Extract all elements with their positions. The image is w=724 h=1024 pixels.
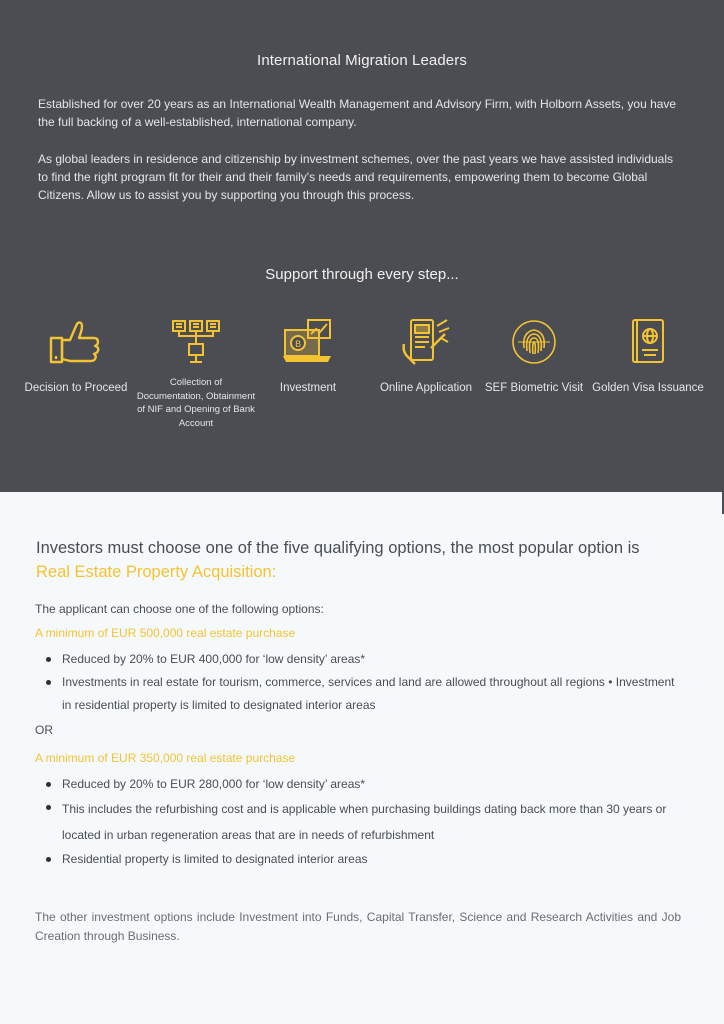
mobile-application-icon bbox=[366, 318, 486, 366]
step-documentation bbox=[136, 318, 256, 430]
document-flow-icon bbox=[136, 318, 256, 366]
option-title: A minimum of EUR 350,000 real estate purchase bbox=[35, 751, 296, 765]
list-item: This includes the refurbishing cost and is applicable when purchasing buildings dating back more than 30 years or located in urban regeneration areas that are in needs of refurbishment bbox=[35, 796, 680, 848]
step-label: Golden Visa Issuance bbox=[592, 382, 704, 394]
intro-text: Investors must choose one of the five qualifying options, the most popular option is bbox=[36, 539, 640, 557]
investment-chart-icon bbox=[248, 318, 368, 366]
or-separator: OR bbox=[35, 723, 53, 737]
step-label: Investment bbox=[279, 382, 337, 394]
intro-highlight: Real Estate Property Acquisition: bbox=[36, 563, 277, 581]
options-intro bbox=[36, 536, 686, 584]
intro-paragraph: Established for over 20 years as an International Wealth Management and Advisory Firm, with Holborn Assets, you have the full backing of a well-established, international company. bbox=[38, 97, 677, 129]
step-label: SEF Biometric Visit bbox=[484, 382, 584, 394]
thumbs-up-icon bbox=[16, 318, 136, 366]
section-title: International Migration Leaders bbox=[257, 52, 467, 69]
step-decision bbox=[16, 318, 136, 397]
svg-text:B: B bbox=[295, 340, 302, 350]
intro-paragraph: As global leaders in residence and citizenship by investment schemes, over the past years we have assisted individuals to find the right program fit for their and their family's needs and requirements, empowering them to become Global Citizens. Allow us to assist you by supporting you through this process. bbox=[38, 152, 674, 202]
list-item: Investments in real estate for tourism, commerce, services and land are allowed throughout all regions • Investment in residential property is limited to designated interior areas bbox=[35, 671, 680, 717]
option-title: A minimum of EUR 500,000 real estate purchase bbox=[35, 626, 296, 640]
step-biometric-visit bbox=[474, 318, 594, 397]
step-label: Decision to Proceed bbox=[24, 382, 128, 394]
list-item: Residential property is limited to designated interior areas bbox=[35, 848, 680, 871]
fingerprint-icon bbox=[474, 318, 594, 366]
list-item: Reduced by 20% to EUR 400,000 for ‘low density’ areas* bbox=[35, 648, 680, 671]
steps-title: Support through every step... bbox=[265, 266, 459, 283]
header-section bbox=[0, 0, 724, 492]
list-item: Reduced by 20% to EUR 280,000 for ‘low density’ areas* bbox=[35, 773, 680, 796]
options-lead: The applicant can choose one of the following options: bbox=[35, 602, 324, 616]
step-online-application bbox=[366, 318, 486, 397]
step-investment bbox=[248, 318, 368, 397]
step-label: Collection of Documentation, Obtainment of NIF and Opening of Bank Account bbox=[136, 377, 256, 429]
option-bullets bbox=[35, 773, 680, 871]
step-golden-visa bbox=[588, 318, 708, 397]
outro-paragraph: The other investment options include Investment into Funds, Capital Transfer, Science and Research Activities and Job Creation through Business. bbox=[35, 910, 681, 943]
option-bullets bbox=[35, 648, 680, 717]
options-body bbox=[35, 600, 680, 871]
passport-icon bbox=[588, 318, 708, 366]
step-label: Online Application bbox=[379, 382, 473, 394]
